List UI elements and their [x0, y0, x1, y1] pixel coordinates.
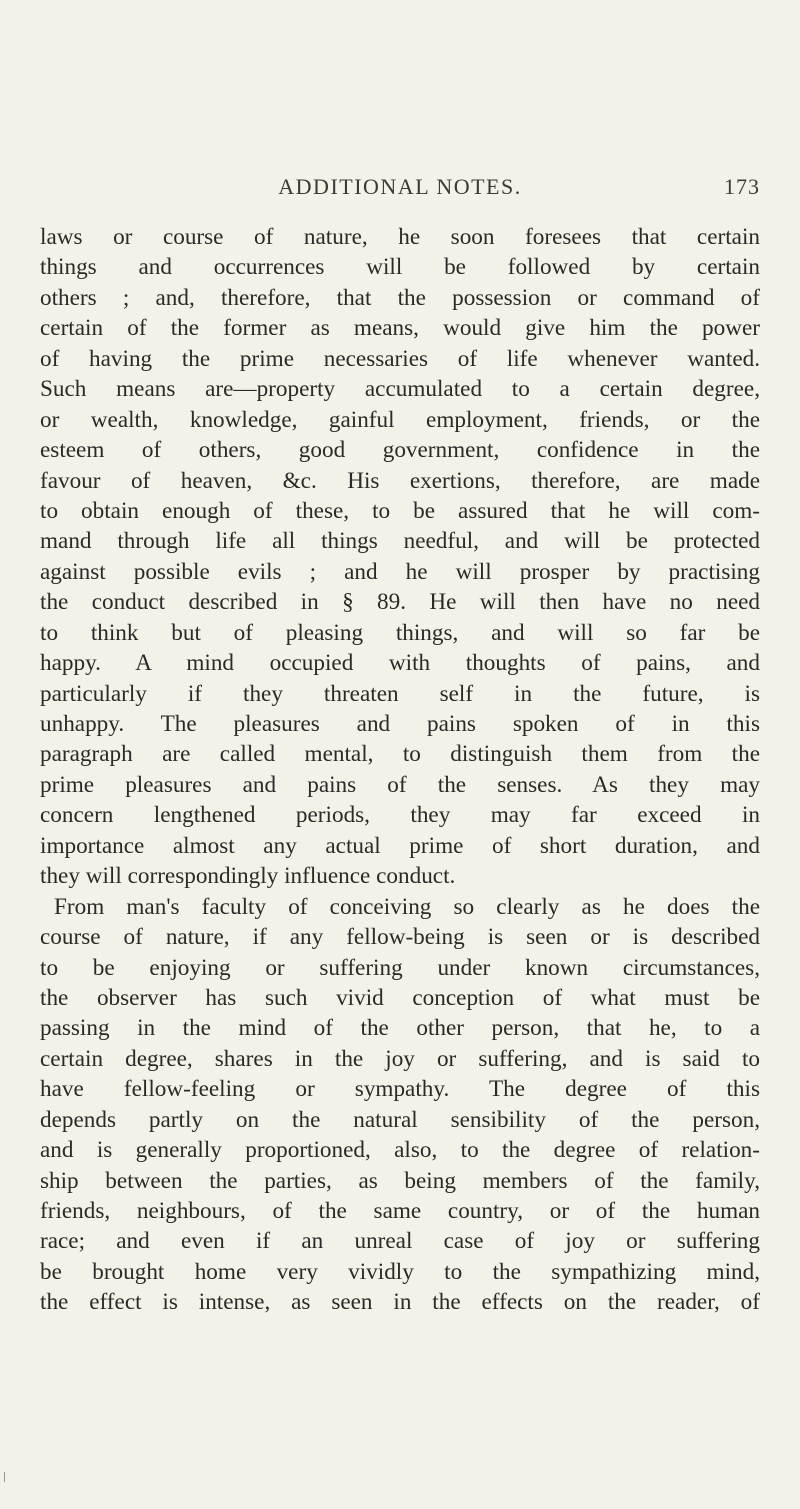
- text-line: particularly if they threaten self in the future, is: [40, 680, 760, 707]
- body-text: [40, 222, 760, 1318]
- text-line: things and occurrences will be followed by certain: [40, 254, 760, 281]
- text-line: of having the prime necessaries of life whenever wanted.: [40, 345, 760, 372]
- text-line: be brought home very vividly to the sympathizing mind,: [40, 1258, 760, 1285]
- text-line: Such means are—property accumulated to a certain degree,: [40, 376, 760, 403]
- stray-margin-mark: [4, 1472, 5, 1482]
- text-line: importance almost any actual prime of short duration, and: [40, 832, 760, 859]
- text-line: passing in the mind of the other person, that he, to a: [40, 1015, 760, 1042]
- text-line: against possible evils ; and he will prosper by practising: [40, 558, 760, 585]
- text-line: happy. A mind occupied with thoughts of pains, and: [40, 650, 760, 677]
- text-line: concern lengthened periods, they may far exceed in: [40, 802, 760, 829]
- text-line: the effect is intense, as seen in the effects on the reader, of: [40, 1289, 760, 1316]
- text-line: mand through life all things needful, and will be protected: [40, 528, 760, 555]
- text-line: and is generally proportioned, also, to the degree of relation-: [40, 1137, 760, 1164]
- text-line: to obtain enough of these, to be assured that he will com-: [40, 497, 760, 524]
- text-line: laws or course of nature, he soon foresees that certain: [40, 224, 760, 250]
- running-head: [0, 172, 800, 202]
- text-line: From man's faculty of conceiving so clearly as he does the: [54, 893, 760, 920]
- text-line: race; and even if an unreal case of joy or suffering: [40, 1228, 760, 1255]
- running-head-title: ADDITIONAL NOTES.: [278, 174, 522, 199]
- text-line: ship between the parties, as being members of the family,: [40, 1167, 760, 1194]
- text-line: prime pleasures and pains of the senses. As they may: [40, 771, 760, 798]
- text-line: unhappy. The pleasures and pains spoken of in this: [40, 711, 760, 737]
- text-line: paragraph are called mental, to distinguish them from the: [40, 741, 760, 768]
- text-line: course of nature, if any fellow-being is seen or is described: [40, 924, 760, 951]
- text-line: friends, neighbours, of the same country, or of the human: [40, 1198, 760, 1224]
- text-line: to think but of pleasing things, and will so far be: [40, 619, 760, 646]
- text-line: esteem of others, good government, confidence in the: [40, 437, 760, 464]
- text-line: others ; and, therefore, that the possession or command of: [40, 284, 760, 311]
- text-line: or wealth, knowledge, gainful employment, friends, or the: [40, 406, 760, 433]
- text-line: to be enjoying or suffering under known circumstances,: [40, 954, 760, 981]
- text-line: they will correspondingly influence conduct.: [40, 863, 456, 890]
- text-line: favour of heaven, &c. His exertions, therefore, are made: [40, 467, 760, 494]
- text-line: the observer has such vivid conception of what must be: [40, 984, 760, 1011]
- text-line: certain of the former as means, would give him the power: [40, 315, 760, 342]
- text-line: have fellow-feeling or sympathy. The degree of this: [40, 1076, 760, 1103]
- text-line: depends partly on the natural sensibility of the person,: [40, 1106, 760, 1133]
- text-line: the conduct described in § 89. He will then have no need: [40, 589, 760, 616]
- text-line: certain degree, shares in the joy or suffering, and is said to: [40, 1045, 760, 1072]
- page-number: 173: [724, 174, 760, 199]
